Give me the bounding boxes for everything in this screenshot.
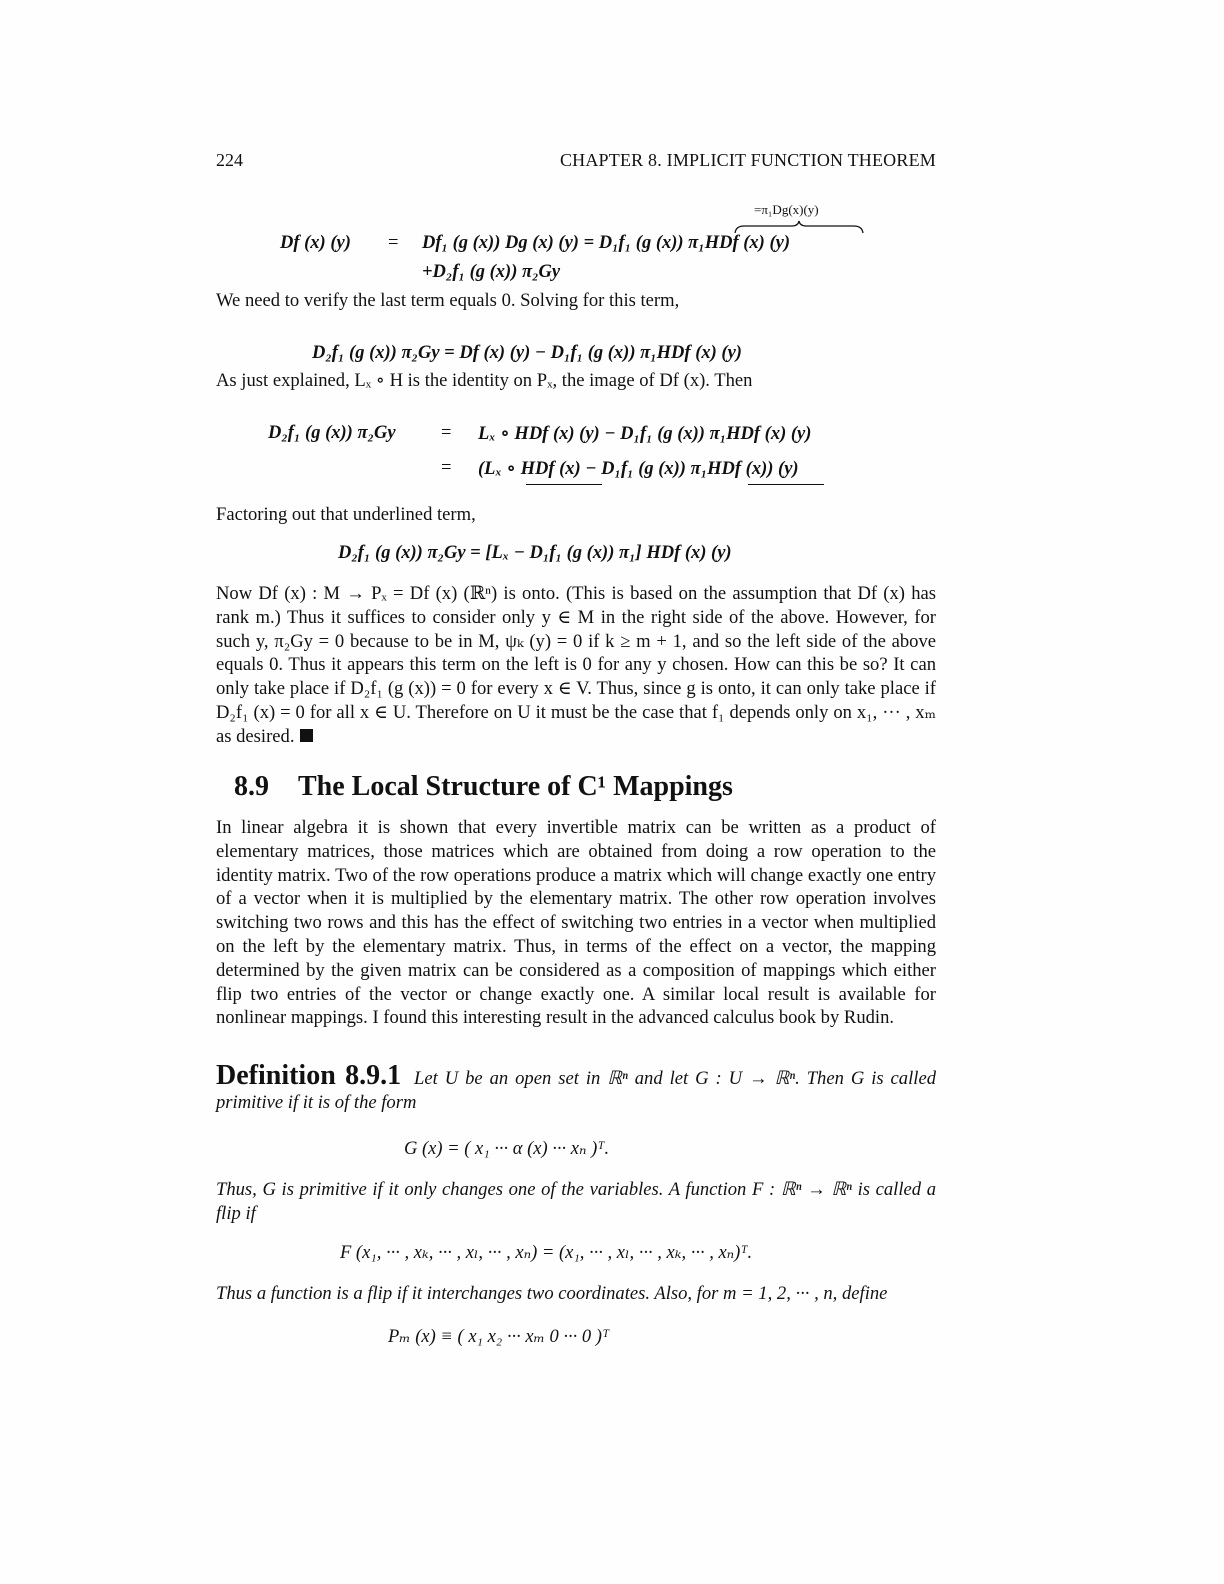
paragraph-1: We need to verify the last term equals 0. Solving for this term, xyxy=(216,290,680,311)
eq3-lhs: D₂f₁ (g (x)) π₂Gy xyxy=(268,423,396,443)
paragraph-2: As just explained, Lₓ ∘ H is the identity on Pₓ, the image of Df (x). Then xyxy=(216,370,753,391)
eq3-line2: (Lₓ ∘ HDf (x) − D₁f₁ (g (x)) π₁HDf (x)) (y) xyxy=(478,459,799,479)
equation-2: D₂f₁ (g (x)) π₂Gy = Df (x) (y) − D₁f₁ (g (x)) π₁HDf (x) (y) xyxy=(312,343,742,363)
equation-P: Pₘ (x) ≡ ( x₁ x₂ ··· xₘ 0 ··· 0 )ᵀ xyxy=(388,1327,610,1347)
paragraph-5: In linear algebra it is shown that every invertible matrix can be written as a product of elementary matrices, those matrices which are obtained from doing a row operation to the identity matrix. Two of the row operations produce a matrix which will change exactly one entry of a vector when it is multiplied by the elementary matrix. The other row operation involves switching two rows and this has the effect of switching two entries in a vector when multiplied on the left by the elementary matrix. Thus, in terms of the effect on a vector, the mapping determined by the given matrix can be considered as a composition of mappings which either flip two entries of the vector or change exactly one. A similar local result is available for nonlinear mappings. I found this interesting result in the advanced calculus book by Rudin. xyxy=(216,817,936,1029)
definition-label: Definition 8.9.1 xyxy=(216,1060,402,1091)
underline-2 xyxy=(748,484,824,485)
equation-1 xyxy=(0,0,1224,300)
equation-4: D₂f₁ (g (x)) π₂Gy = [Lₓ − D₁f₁ (g (x)) π₁] HDf (x) (y) xyxy=(338,543,732,563)
section-heading xyxy=(234,771,733,803)
underline-1 xyxy=(526,484,602,485)
equation-F: F (x₁, ··· , xₖ, ··· , xₗ, ··· , xₙ) = (x₁, ··· , xₗ, ··· , xₖ, ··· , xₙ)ᵀ. xyxy=(340,1243,753,1263)
section-number: 8.9 xyxy=(234,771,269,802)
running-title: CHAPTER 8. IMPLICIT FUNCTION THEOREM xyxy=(559,150,936,170)
eq3-rel-2: = xyxy=(441,458,452,478)
definition-text-1 xyxy=(216,1060,936,1115)
eq3-line1: Lₓ ∘ HDf (x) (y) − D₁f₁ (g (x)) π₁HDf (x) (y) xyxy=(478,424,812,444)
overbrace xyxy=(734,220,864,234)
definition-block xyxy=(216,1060,936,1115)
page-number: 224 xyxy=(216,150,243,170)
equation-G: G (x) = ( x₁ ··· α (x) ··· xₙ )ᵀ. xyxy=(404,1139,610,1159)
eq1-lhs: Df (x) (y) xyxy=(280,233,351,253)
overbrace-label: =π₁Dg(x)(y) xyxy=(754,202,819,217)
eq1-rhs-line1: Df₁ (g (x)) Dg (x) (y) = D₁f₁ (g (x)) π₁HDf (x) (y) xyxy=(422,233,790,253)
equation-3 xyxy=(0,420,1224,490)
eq3-rel-1: = xyxy=(441,423,452,443)
paragraph-4-text: Now Df (x) : M → Pₓ = Df (x) (ℝⁿ) is onto. (This is based on the assumption that Df (x) has rank m.) Thus it suffices to consider only y ∈ M in the right side of the above. However, for such y, π₂Gy = 0 because to be in M, ψₖ (y) = 0 if k ≥ m + 1, and so the left side of the above equals 0. Thus it appears this term on the left is 0 for any y chosen. How can this be so? It can only take place if D₂f₁ (g (x)) = 0 for every x ∈ V. Thus, since g is onto, it can only take place if D₂f₁ (x) = 0 for all x ∈ U. Therefore on U it must be the case that f₁ depends only on x₁, ··· , xₘ as desired. xyxy=(216,583,936,747)
eq1-rel: = xyxy=(388,233,399,253)
qed-square-icon xyxy=(300,729,313,742)
definition-text-1-body: Let U be an open set in ℝⁿ and let G : U → ℝⁿ. Then G is called primitive if it is of the form xyxy=(216,1068,936,1113)
definition-text-2: Thus, G is primitive if it only changes one of the variables. A function F : ℝⁿ → ℝⁿ is called a flip if xyxy=(216,1179,936,1224)
definition-text-3: Thus a function is a flip if it interchanges two coordinates. Also, for m = 1, 2, ··· , n, define xyxy=(216,1283,888,1304)
eq1-rhs-line2: +D₂f₁ (g (x)) π₂Gy xyxy=(422,262,561,282)
section-title: The Local Structure of C¹ Mappings xyxy=(298,771,733,802)
paragraph-4 xyxy=(216,582,936,749)
paragraph-3: Factoring out that underlined term, xyxy=(216,504,476,525)
